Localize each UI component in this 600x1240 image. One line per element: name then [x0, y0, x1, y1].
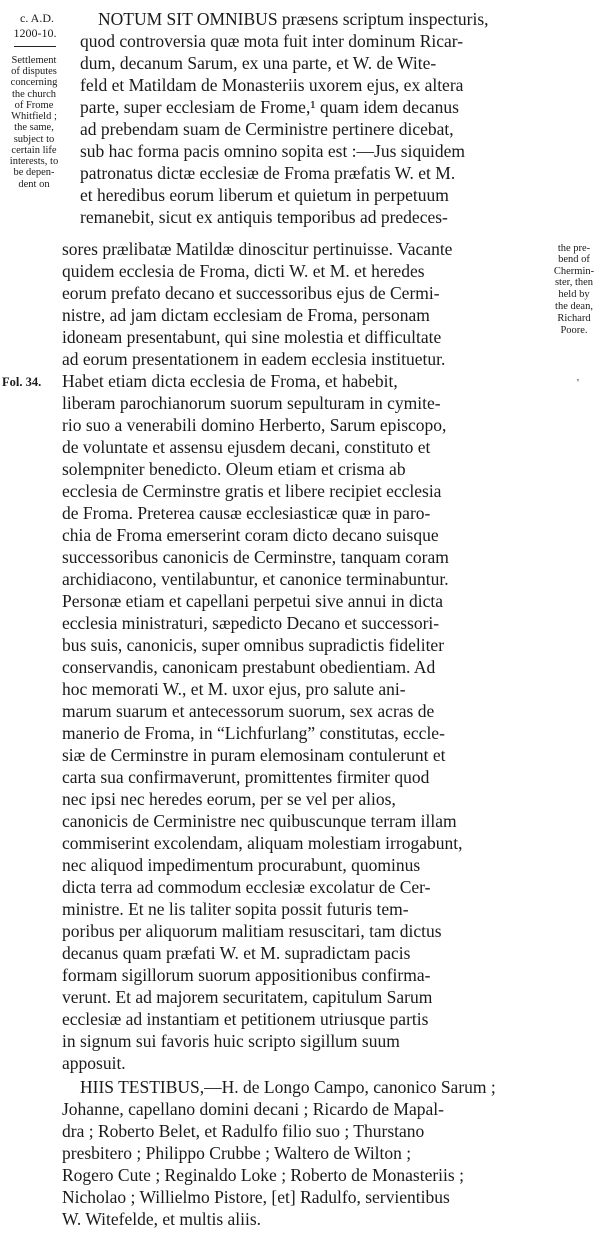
left-note-line: of Frome — [14, 100, 54, 111]
body-line: rio suo a venerabili domino Herberto, Sarum episcopo, — [62, 415, 447, 435]
body-line: ecclesia de Cerminstre gratis et libere recipiet ecclesia — [62, 481, 442, 501]
body-line: in signum sui favoris huic scripto sigillum suum — [62, 1031, 400, 1051]
left-note-line: certain life — [11, 145, 57, 156]
date-label: c. A.D. — [20, 11, 54, 25]
body-line: remanebit, sicut ex antiquis temporibus ad predeces- — [80, 207, 448, 227]
body-line: parte, super ecclesiam de Frome,¹ quam idem decanus — [80, 97, 459, 117]
body-line: Habet etiam dicta ecclesia de Froma, et habebit, — [62, 371, 398, 391]
body-line: sub hac forma pacis omnino sopita est :—Jus siquidem — [80, 141, 465, 161]
body-line: feld et Matildam de Monasteriis uxorem ejus, ex altera — [80, 75, 464, 95]
body-line: ad prebendam suam de Cerministre pertinere dicebat, — [80, 119, 454, 139]
left-note-line: of disputes — [11, 66, 57, 77]
body-line: formam sigillorum suorum appositionibus confirma- — [62, 965, 431, 985]
right-note-line: Richard — [557, 313, 591, 324]
date-years: 1200-10. — [13, 26, 57, 40]
body-line: poribus per aliquorum malitiam resuscitari, tam dictus — [62, 921, 442, 941]
body-line: verunt. Et ad majorem securitatem, capitulum Sarum — [62, 987, 433, 1007]
body-line: patronatus dictæ ecclesiæ de Froma præfatis W. et M. — [80, 163, 456, 183]
body-line: carta sua confirmaverunt, promittentes firmiter quod — [62, 767, 430, 787]
date-divider — [14, 46, 56, 47]
body-line: solempniter benedicto. Oleum etiam et crisma ab — [62, 459, 406, 479]
witness-line: Rogero Cute ; Reginaldo Loke ; Roberto de Monasteriis ; — [62, 1165, 464, 1185]
body-line: canonicis de Cerministre nec quibuscunque terram illam — [62, 811, 457, 831]
left-note-line: the same, — [14, 122, 54, 133]
left-note-line: Whitfield ; — [11, 111, 57, 122]
body-line: et heredibus eorum liberum et quietum in perpetuum — [80, 185, 449, 205]
body-line: de voluntate et assensu ejusdem decani, constituto et — [62, 437, 431, 457]
body-line: ministre. Et ne lis taliter sopita possit futuris tem- — [62, 899, 409, 919]
body-line: commiserint excolendam, aliquam molestiam irrogabunt, — [62, 833, 463, 853]
body-line: dum, decanum Sarum, ex una parte, et W. de Wite- — [80, 53, 437, 73]
left-note-line: interests, to — [9, 156, 59, 167]
witness-line: W. Witefelde, et multis aliis. — [62, 1209, 262, 1229]
body-line: nec ipsi nec heredes eorum, per se vel per alios, — [62, 789, 396, 809]
right-note-line: held by — [558, 289, 590, 300]
body-line: bus suis, canonicis, super omnibus supradictis fideliter — [62, 635, 445, 655]
body-line: manerio de Froma, in “Lichfurlang” constitutas, eccle- — [62, 723, 445, 743]
witness-line: HIIS TESTIBUS,—H. de Longo Campo, canonico Sarum ; — [80, 1077, 496, 1097]
body-line: liberam parochianorum suorum sepulturam in cymite- — [62, 393, 441, 413]
body-line: eorum prefato decano et successoribus ejus de Cermi- — [62, 283, 440, 303]
right-note-line: the pre- — [557, 243, 591, 254]
right-note-line: the dean, — [555, 301, 593, 312]
body-line: ad eorum presentationem in eadem ecclesia instituetur. — [62, 349, 446, 369]
body-line: sores prælibatæ Matildæ dinoscitur pertinuisse. Vacante — [62, 239, 453, 259]
body-line: quod controversia quæ mota fuit inter dominum Ricar- — [80, 31, 464, 51]
body-line: nistre, ad jam dictam ecclesiam de Froma, personam — [62, 305, 430, 325]
left-note-line: be depen- — [13, 167, 55, 178]
body-line: successoribus canonicis de Cerminstre, tanquam coram — [62, 547, 449, 567]
body-line: decanus quam præfati W. et M. supradictam pacis — [62, 943, 411, 963]
stray-mark: ' — [577, 377, 579, 389]
right-note-line: Chermin- — [553, 266, 595, 277]
body-line: dicta terra ad commodum ecclesiæ excolatur de Cer- — [62, 877, 431, 897]
body-line: Personæ etiam et capellani perpetui sive annui in dicta — [62, 591, 443, 611]
left-note-line: the church — [11, 89, 57, 100]
body-line: NOTUM SIT OMNIBUS præsens scriptum inspecturis, — [98, 9, 489, 29]
body-line: de Froma. Preterea causæ ecclesiasticæ quæ in paro- — [62, 503, 431, 523]
left-note-line: Settlement — [11, 55, 57, 66]
body-line: hoc memorati W., et M. uxor ejus, pro salute ani- — [62, 679, 406, 699]
body-line: chia de Froma emerserint coram dicto decano suisque — [62, 525, 439, 545]
right-note-line: ster, then — [554, 277, 594, 288]
witness-line: Johanne, capellano domini decani ; Ricardo de Mapal- — [62, 1099, 444, 1119]
right-note-line: bend of — [558, 254, 590, 265]
witness-line: presbitero ; Philippo Crubbe ; Waltero de Wilton ; — [62, 1143, 412, 1163]
body-line: idoneam presentabunt, qui sine molestia et difficultate — [62, 327, 442, 347]
witness-line: dra ; Roberto Belet, et Radulfo filio suo ; Thurstano — [62, 1121, 425, 1141]
body-line: apposuit. — [62, 1053, 126, 1073]
left-note-line: subject to — [13, 134, 55, 145]
left-note-line: dent on — [18, 179, 50, 190]
folio-marker: Fol. 34. — [2, 375, 42, 389]
body-line: quidem ecclesia de Froma, dicti W. et M. et heredes — [62, 261, 425, 281]
right-note-line: Poore. — [560, 325, 588, 336]
body-line: ecclesia ministraturi, sæpedicto Decano et successori- — [62, 613, 440, 633]
body-line: siæ de Cerminstre in puram elemosinam contulerunt et — [62, 745, 446, 765]
left-note-line: concerning — [10, 77, 58, 88]
witness-line: Nicholao ; Willielmo Pistore, [et] Radulfo, servientibus — [62, 1187, 450, 1207]
body-line: marum suarum et antecessorum suorum, sex acras de — [62, 701, 435, 721]
body-line: conservandis, canonicam prestabunt obedientiam. Ad — [62, 657, 436, 677]
body-line: nec aliquod impedimentum procurabunt, quominus — [62, 855, 421, 875]
body-line: archidiacono, ventilabuntur, et canonice terminabuntur. — [62, 569, 449, 589]
body-line: ecclesiæ ad instantiam et petitionem utriusque partis — [62, 1009, 429, 1029]
